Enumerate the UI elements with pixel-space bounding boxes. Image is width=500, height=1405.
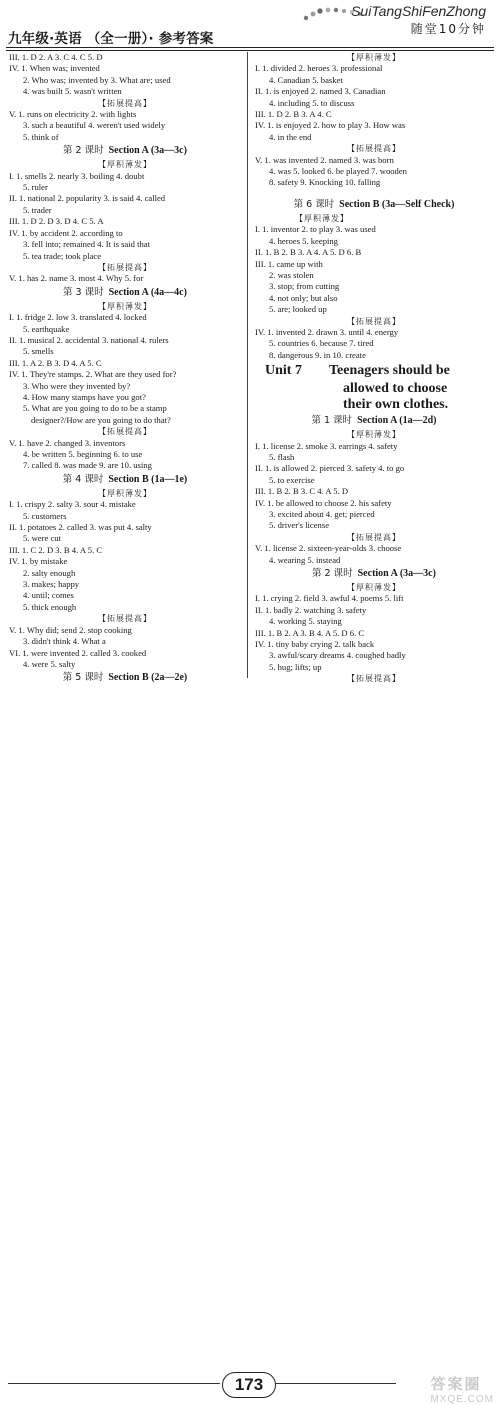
answer-line: II. 1. potatoes 2. called 3. was put 4. salty — [9, 522, 152, 533]
section-tag: 【厚积薄发】 — [98, 160, 152, 170]
answer-line: III. 1. A 2. B 3. D 4. A 5. C — [9, 357, 102, 368]
answer-line: I. 1. fridge 2. low 3. translated 4. locked — [9, 312, 147, 323]
header-rule — [6, 47, 494, 48]
answer-line: I. 1. inventor 2. to play 3. was used — [255, 224, 376, 235]
answer-line: 5. flash — [269, 451, 295, 462]
answer-line: IV. 1. tiny baby crying 2. talk back — [255, 639, 375, 650]
answer-line: 4. was 5. looked 6. be played 7. wooden — [269, 166, 407, 177]
answer-line: V. 1. runs on electricity 2. with lights — [9, 109, 137, 120]
answer-line: 3. fell into; remained 4. It is said that — [23, 239, 150, 250]
answer-line: 4. were 5. salty — [23, 658, 76, 669]
answer-line: 4. be written 5. beginning 6. to use — [23, 449, 143, 459]
section-tag: 【拓展提高】 — [98, 427, 152, 437]
answer-line: III. 1. D 2. D 3. D 4. C 5. A — [9, 216, 104, 227]
answer-line: 5. hug; lifts; up — [269, 661, 322, 672]
answer-line: 5. were cut — [23, 533, 61, 544]
answer-line: IV. 1. They're stamps. 2. What are they used for? — [9, 369, 177, 380]
lesson-number: 第 1 课时 — [311, 415, 353, 427]
lesson-number: 第 2 课时 — [63, 145, 104, 157]
answer-line: 2. Who was; invented by 3. What are; used — [23, 74, 171, 85]
header-rule-thin — [6, 50, 494, 51]
lesson-number: 第 3 课时 — [63, 286, 104, 298]
section-tag: 【厚积薄发】 — [347, 53, 401, 62]
answer-line: VI. 1. were invented 2. called 3. cooked — [9, 647, 147, 658]
answer-line: 2. was stolen — [269, 269, 314, 280]
answer-line: V. 1. has 2. name 3. most 4. Why 5. for — [9, 273, 144, 284]
answer-line: V. 1. Why did; send 2. stop cooking — [9, 624, 132, 635]
answer-line: 5. customers — [23, 510, 67, 521]
answer-line: 5. driver's license — [269, 520, 330, 531]
answer-line: II. 1. badly 2. watching 3. safety — [255, 604, 367, 615]
left-column — [9, 52, 241, 686]
answer-line: 3. excited about 4. get; pierced — [269, 509, 375, 519]
answer-line: 7. called 8. was made 9. are 10. using — [23, 460, 152, 471]
answer-line: 8. safety 9. Knocking 10. falling — [269, 177, 381, 188]
answer-line: 3. makes; happy — [23, 579, 80, 590]
answer-line: IV. 1. When was; invented — [9, 63, 100, 74]
answer-line: 4. Canadian 5. basket — [269, 74, 343, 85]
answer-line: I. 1. crying 2. field 3. awful 4. poems 5. lift — [255, 593, 404, 604]
answer-line: I. 1. license 2. smoke 3. earrings 4. safety — [255, 440, 398, 451]
section-tag: 【拓展提高】 — [98, 98, 152, 108]
answer-line: 4. was built 5. wasn't written — [23, 86, 122, 97]
lesson-section: Section A (3a—3c) — [103, 145, 187, 157]
brand-logo — [351, 3, 486, 37]
right-column — [255, 52, 493, 685]
answer-line: I. 1. crispy 2. salty 3. sour 4. mistake — [9, 499, 136, 510]
answer-line: 2. salty enough — [23, 567, 76, 578]
unit-number: Unit 7 — [265, 363, 302, 379]
answer-line: 3. awful/scary dreams 4. coughed badly — [269, 650, 406, 661]
lesson-section: Section B (3a—Self Check) — [334, 198, 455, 210]
spacer — [255, 189, 493, 197]
page-number: 173 — [222, 1372, 276, 1398]
answer-line: 4. wearing 5. instead — [269, 554, 341, 565]
lesson-heading — [9, 286, 241, 300]
answer-line: III. 1. C 2. D 3. B 4. A 5. C — [9, 544, 103, 555]
answer-line: 5. earthquake — [23, 323, 70, 334]
answer-line: V. 1. was invented 2. named 3. was born — [255, 154, 394, 165]
page-header — [0, 0, 500, 48]
lesson-section: Section B (2a—2e) — [103, 672, 188, 684]
lesson-section: Section A (3a—3c) — [352, 568, 436, 580]
watermark — [430, 1373, 494, 1405]
answer-line: IV. 1. is enjoyed 2. how to play 3. How was — [255, 120, 406, 131]
answer-line: 5. trader — [23, 204, 52, 215]
unit-title: Teenagers should be — [329, 363, 450, 379]
section-tag: 【拓展提高】 — [347, 674, 401, 684]
unit-heading — [265, 363, 493, 379]
answer-line: 5. smells — [23, 346, 54, 357]
answer-line: II. 1. B 2. B 3. A 4. A 5. D 6. B — [255, 247, 362, 258]
answer-line: IV. 1. by mistake — [9, 556, 68, 567]
answer-line: 4. heroes 5. keeping — [269, 235, 338, 246]
brand-english: SuiTangShiFenZhong — [351, 3, 486, 19]
answer-line: III. 1. B 2. A 3. B 4. A 5. D 6. C — [255, 627, 365, 638]
lesson-number: 第 4 课时 — [62, 473, 104, 485]
answer-line: 5. countries 6. because 7. tired — [269, 338, 374, 349]
lesson-section: Section A (1a—2d) — [352, 415, 437, 427]
answer-line: 4. including 5. to discuss — [269, 97, 355, 108]
answer-line: 4. How many stamps have you got? — [23, 391, 146, 402]
section-tag: 【厚积薄发】 — [98, 488, 152, 498]
section-tag: 【拓展提高】 — [347, 532, 401, 542]
lesson-number: 第 5 课时 — [62, 672, 104, 684]
answer-line: 5. tea trade; took place — [23, 250, 102, 261]
column-divider — [247, 52, 248, 678]
answer-line: IV. 1. by accident 2. according to — [9, 227, 123, 238]
answer-line: V. 1. license 2. sixteen-year-olds 3. choose — [255, 543, 402, 554]
lesson-section: Section B (1a—1e) — [103, 473, 188, 485]
answer-line: 8. dangerous 9. in 10. create — [269, 349, 366, 360]
lesson-section: Section A (4a—4c) — [103, 286, 187, 298]
answer-line: II. 1. national 2. popularity 3. is said 4. called — [9, 193, 166, 204]
lesson-heading — [255, 198, 493, 212]
answer-line: III. 1. B 2. B 3. C 4. A 5. D — [255, 486, 349, 497]
answer-line: 5. think of — [23, 131, 59, 142]
section-tag: 【厚积薄发】 — [347, 583, 401, 593]
section-tag: 【拓展提高】 — [347, 144, 401, 154]
lesson-number: 第 2 课时 — [312, 568, 353, 580]
answer-line: 3. Who were they invented by? — [23, 380, 131, 391]
answer-line: 5. thick enough — [23, 601, 77, 612]
answer-line: V. 1. have 2. changed 3. inventors — [9, 437, 126, 448]
lesson-heading — [255, 567, 493, 581]
answer-line: designer?/How are you going to do that? — [31, 414, 171, 425]
answer-line: II. 1. is allowed 2. pierced 3. safety 4. to go — [255, 463, 405, 474]
answer-line: I. 1. smells 2. nearly 3. boiling 4. doubt — [9, 170, 145, 181]
answer-line: 5. are; looked up — [269, 304, 327, 315]
watermark-title: 答案圈 — [430, 1376, 482, 1393]
answer-line: 4. working 5. staying — [269, 616, 342, 627]
answer-line: 4. in the end — [269, 131, 312, 142]
section-tag: 【厚积薄发】 — [295, 213, 349, 223]
answer-line: 5. ruler — [23, 182, 48, 193]
lesson-heading — [255, 414, 493, 428]
section-tag: 【拓展提高】 — [98, 614, 152, 624]
answer-line: II. 1. is enjoyed 2. named 3. Canadian — [255, 86, 386, 97]
answer-line: IV. 1. be allowed to choose 2. his safety — [255, 497, 392, 508]
lesson-heading — [9, 144, 241, 158]
section-tag: 【拓展提高】 — [98, 262, 152, 272]
section-tag: 【厚积薄发】 — [347, 430, 401, 440]
unit-title-line: their own clothes. — [343, 397, 449, 413]
answer-line: 5. to exercise — [269, 474, 315, 485]
answer-line: 4. not only; but also — [269, 292, 338, 303]
lesson-heading — [9, 473, 241, 487]
section-tag: 【拓展提高】 — [347, 316, 401, 326]
brand-chinese: 随堂10分钟 — [410, 22, 486, 36]
answer-line: II. 1. musical 2. accidental 3. national 4. rulers — [9, 334, 169, 345]
footer-rule-left — [8, 1383, 220, 1384]
answer-line: 4. until; comes — [23, 590, 74, 601]
answer-line: I. 1. divided 2. heroes 3. professional — [255, 63, 383, 74]
page-footer — [0, 680, 500, 1405]
answer-line: 3. didn't think 4. What a — [23, 636, 106, 647]
answer-line: 5. What are you going to do to be a stamp — [23, 403, 167, 414]
answer-line: III. 1. D 2. B 3. A 4. C — [255, 109, 332, 120]
answer-line: III. 1. came up with — [255, 258, 323, 269]
watermark-url: MXQE.COM — [430, 1394, 494, 1405]
footer-rule-right — [276, 1383, 396, 1384]
section-tag: 【厚积薄发】 — [98, 301, 152, 311]
answer-line: III. 1. D 2. A 3. C 4. C 5. D — [9, 52, 103, 62]
answer-line: 3. such a beautiful 4. weren't used widely — [23, 120, 166, 131]
answer-line: 3. stop; from cutting — [269, 281, 340, 292]
unit-title-line: allowed to choose — [343, 381, 448, 397]
answer-line: IV. 1. invented 2. drawn 3. until 4. energy — [255, 326, 399, 337]
lesson-number: 第 6 课时 — [293, 198, 335, 210]
header-title: 九年级·英语 （全一册）· 参考答案 — [8, 31, 214, 47]
